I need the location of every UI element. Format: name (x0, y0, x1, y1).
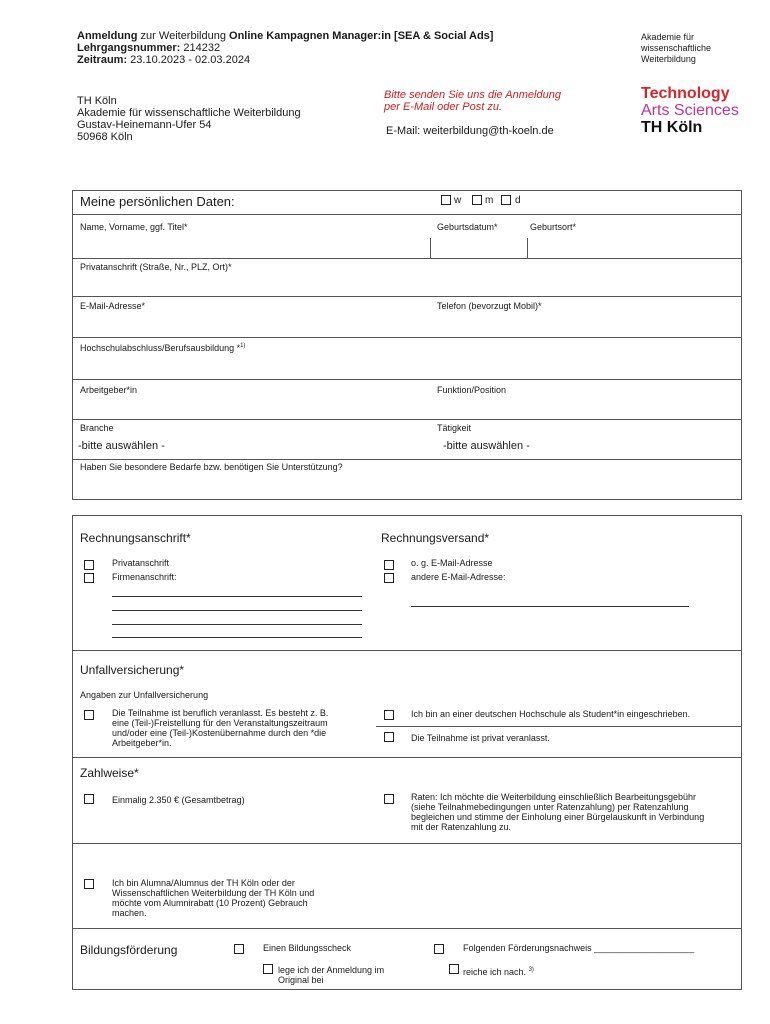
insurance-work-line: und/oder eine (Teil-)Kostenübernahme durch den *die (112, 728, 327, 738)
funding-check-sub (278, 965, 384, 985)
shipping-email-checkbox[interactable] (384, 560, 394, 570)
shipping-title: Rechnungsversand* (381, 531, 490, 545)
payment-title: Zahlweise* (80, 766, 139, 780)
employer-label: Arbeitgeber*in (80, 385, 138, 395)
alumni-line: machen. (112, 908, 147, 918)
function-label: Funktion/Position (437, 385, 507, 395)
period-value: 23.10.2023 - 02.03.2024 (127, 54, 251, 66)
private-address-label: Privatanschrift (Straße, Nr., PLZ, Ort)* (80, 262, 232, 272)
phone-label: Telefon (bevorzugt Mobil)* (437, 301, 542, 311)
logo-th-koeln: TH Köln (641, 119, 703, 136)
shipping-other-email-checkbox[interactable] (384, 573, 394, 583)
shipping-email-label: o. g. E-Mail-Adresse (411, 558, 493, 568)
alumni-line: möchte vom Alumnirabatt (10 Prozent) Gebrauch (112, 898, 308, 908)
birthplace-label: Geburtsort* (530, 222, 577, 232)
alumni-line: Wissenschaftlichen Weiterbildung der TH Köln und (112, 888, 315, 898)
send-note (384, 89, 561, 113)
gender-m-checkbox[interactable] (472, 195, 482, 205)
address-line: 50968 Köln (77, 131, 133, 143)
period-line (77, 54, 250, 66)
th-koeln-logo (641, 85, 739, 136)
insurance-private-checkbox[interactable] (384, 732, 394, 742)
send-note-line: Bitte senden Sie uns die Anmeldung (384, 89, 561, 101)
academy-logo-text (641, 32, 711, 65)
payment-rates-line: mit der Ratenzahlung zu. (411, 822, 512, 832)
form-label-mid: zur Weiterbildung (137, 30, 230, 42)
period-label: Zeitraum: (77, 54, 128, 66)
form-label: Anmeldung (77, 30, 138, 42)
company-address-line[interactable] (112, 624, 362, 625)
insurance-student-label: Ich bin an einer deutschen Hochschule als Student*in eingeschrieben. (411, 709, 691, 719)
course-title-line (77, 30, 493, 42)
needs-label: Haben Sie besondere Bedarfe bzw. benötigen Sie Unterstützung? (80, 462, 343, 472)
company-address-line[interactable] (112, 637, 362, 638)
funding-check-sub-line: lege ich der Anmeldung im (278, 965, 385, 975)
payment-rates-line: Raten: Ich möchte die Weiterbildung einschließlich Bearbeitungsgebühr (411, 792, 696, 802)
personal-section-title: Meine persönlichen Daten: (80, 194, 235, 209)
funding-proof-sub-text: reiche ich nach. (463, 967, 527, 977)
birthdate-label: Geburtsdatum* (437, 222, 498, 232)
payment-rates-checkbox[interactable] (384, 794, 394, 804)
alumni-label (112, 878, 314, 918)
insurance-work-line: Die Teilnahme ist beruflich veranlasst. Es besteht z. B. (112, 708, 329, 718)
funding-check-label: Einen Bildungsscheck (263, 943, 352, 953)
gender-d-checkbox[interactable] (501, 195, 511, 205)
logo-line: Weiterbildung (641, 54, 696, 64)
gender-d-label: d (515, 195, 521, 206)
degree-label-text: Hochschulabschluss/Berufsausbildung * (80, 343, 241, 353)
footnote-marker: 3) (528, 967, 534, 973)
insurance-title: Unfallversicherung* (80, 663, 185, 677)
billing-title: Rechnungsanschrift* (80, 531, 191, 545)
payment-rates-label (411, 792, 704, 832)
branch-label: Branche (80, 423, 114, 433)
billing-private-label: Privatanschrift (112, 558, 170, 568)
company-address-line[interactable] (112, 610, 362, 611)
footnote-marker: 1) (240, 343, 246, 349)
recipient-address (77, 95, 301, 143)
funding-proof-later-checkbox[interactable] (449, 964, 459, 974)
insurance-work-line: Arbeitgeber*in. (112, 738, 172, 748)
email-label: E-Mail-Adresse* (80, 301, 146, 311)
branch-select[interactable]: -bitte auswählen - (78, 440, 165, 452)
funding-check-sub-line: Original bei (278, 975, 324, 985)
funding-proof-checkbox[interactable] (434, 944, 444, 954)
other-email-line[interactable] (411, 606, 689, 607)
activity-select[interactable]: -bitte auswählen - (443, 440, 530, 452)
alumni-checkbox[interactable] (84, 879, 94, 889)
billing-private-checkbox[interactable] (84, 560, 94, 570)
course-number-line (77, 42, 220, 54)
funding-check-checkbox[interactable] (234, 944, 244, 954)
course-number-value: 214232 (180, 42, 221, 54)
gender-w-checkbox[interactable] (441, 195, 451, 205)
insurance-work-checkbox[interactable] (84, 710, 94, 720)
shipping-other-email-label: andere E-Mail-Adresse: (411, 572, 506, 582)
course-number-label: Lehrgangsnummer: (77, 42, 181, 54)
logo-arts-sciences: Arts Sciences (641, 102, 739, 119)
insurance-work-line: eine (Teil-)Freistellung für den Veranstaltungszeitraum (112, 718, 328, 728)
billing-company-checkbox[interactable] (84, 573, 94, 583)
payment-once-label: Einmalig 2.350 € (Gesamtbetrag) (112, 795, 245, 805)
logo-line: Akademie für (641, 32, 695, 42)
payment-once-checkbox[interactable] (84, 794, 94, 804)
address-line: Akademie für wissenschaftliche Weiterbildung (77, 107, 301, 119)
send-note-line: per E-Mail oder Post zu. (384, 101, 502, 113)
gender-w-label: w (454, 195, 462, 206)
billing-company-label: Firmenanschrift: (112, 572, 177, 582)
insurance-student-checkbox[interactable] (384, 710, 394, 720)
gender-m-label: m (485, 195, 494, 206)
payment-rates-line: (siehe Teilnahmebedingungen unter Ratenzahlung) per Ratenzahlung (411, 802, 689, 812)
payment-rates-line: begleichen und stimme der Einholung einer Bürgelauskunft in Verbindung (411, 812, 705, 822)
address-line: TH Köln (77, 95, 117, 107)
activity-label: Tätigkeit (437, 423, 472, 433)
company-address-line[interactable] (112, 596, 362, 597)
funding-proof-sub (463, 965, 534, 977)
order-box (72, 515, 742, 990)
funding-check-original-checkbox[interactable] (263, 964, 273, 974)
address-line: Gustav-Heinemann-Ufer 54 (77, 119, 212, 131)
insurance-work-label (112, 708, 328, 748)
course-name: Online Kampagnen Manager:in [SEA & Social Ads] (229, 30, 494, 42)
insurance-private-label: Die Teilnahme ist privat veranlasst. (411, 733, 550, 743)
funding-proof-label: Folgenden Förderungsnachweis ____________________ (463, 943, 695, 953)
alumni-line: Ich bin Alumna/Alumnus der TH Köln oder der (112, 878, 295, 888)
logo-technology: Technology (641, 85, 730, 102)
name-label: Name, Vorname, ggf. Titel* (80, 222, 188, 232)
insurance-subtitle: Angaben zur Unfallversicherung (80, 690, 209, 700)
funding-title: Bildungsförderung (80, 943, 178, 957)
degree-label (80, 341, 245, 353)
logo-line: wissenschaftliche (641, 43, 712, 53)
send-email: E-Mail: weiterbildung@th-koeln.de (386, 125, 554, 137)
